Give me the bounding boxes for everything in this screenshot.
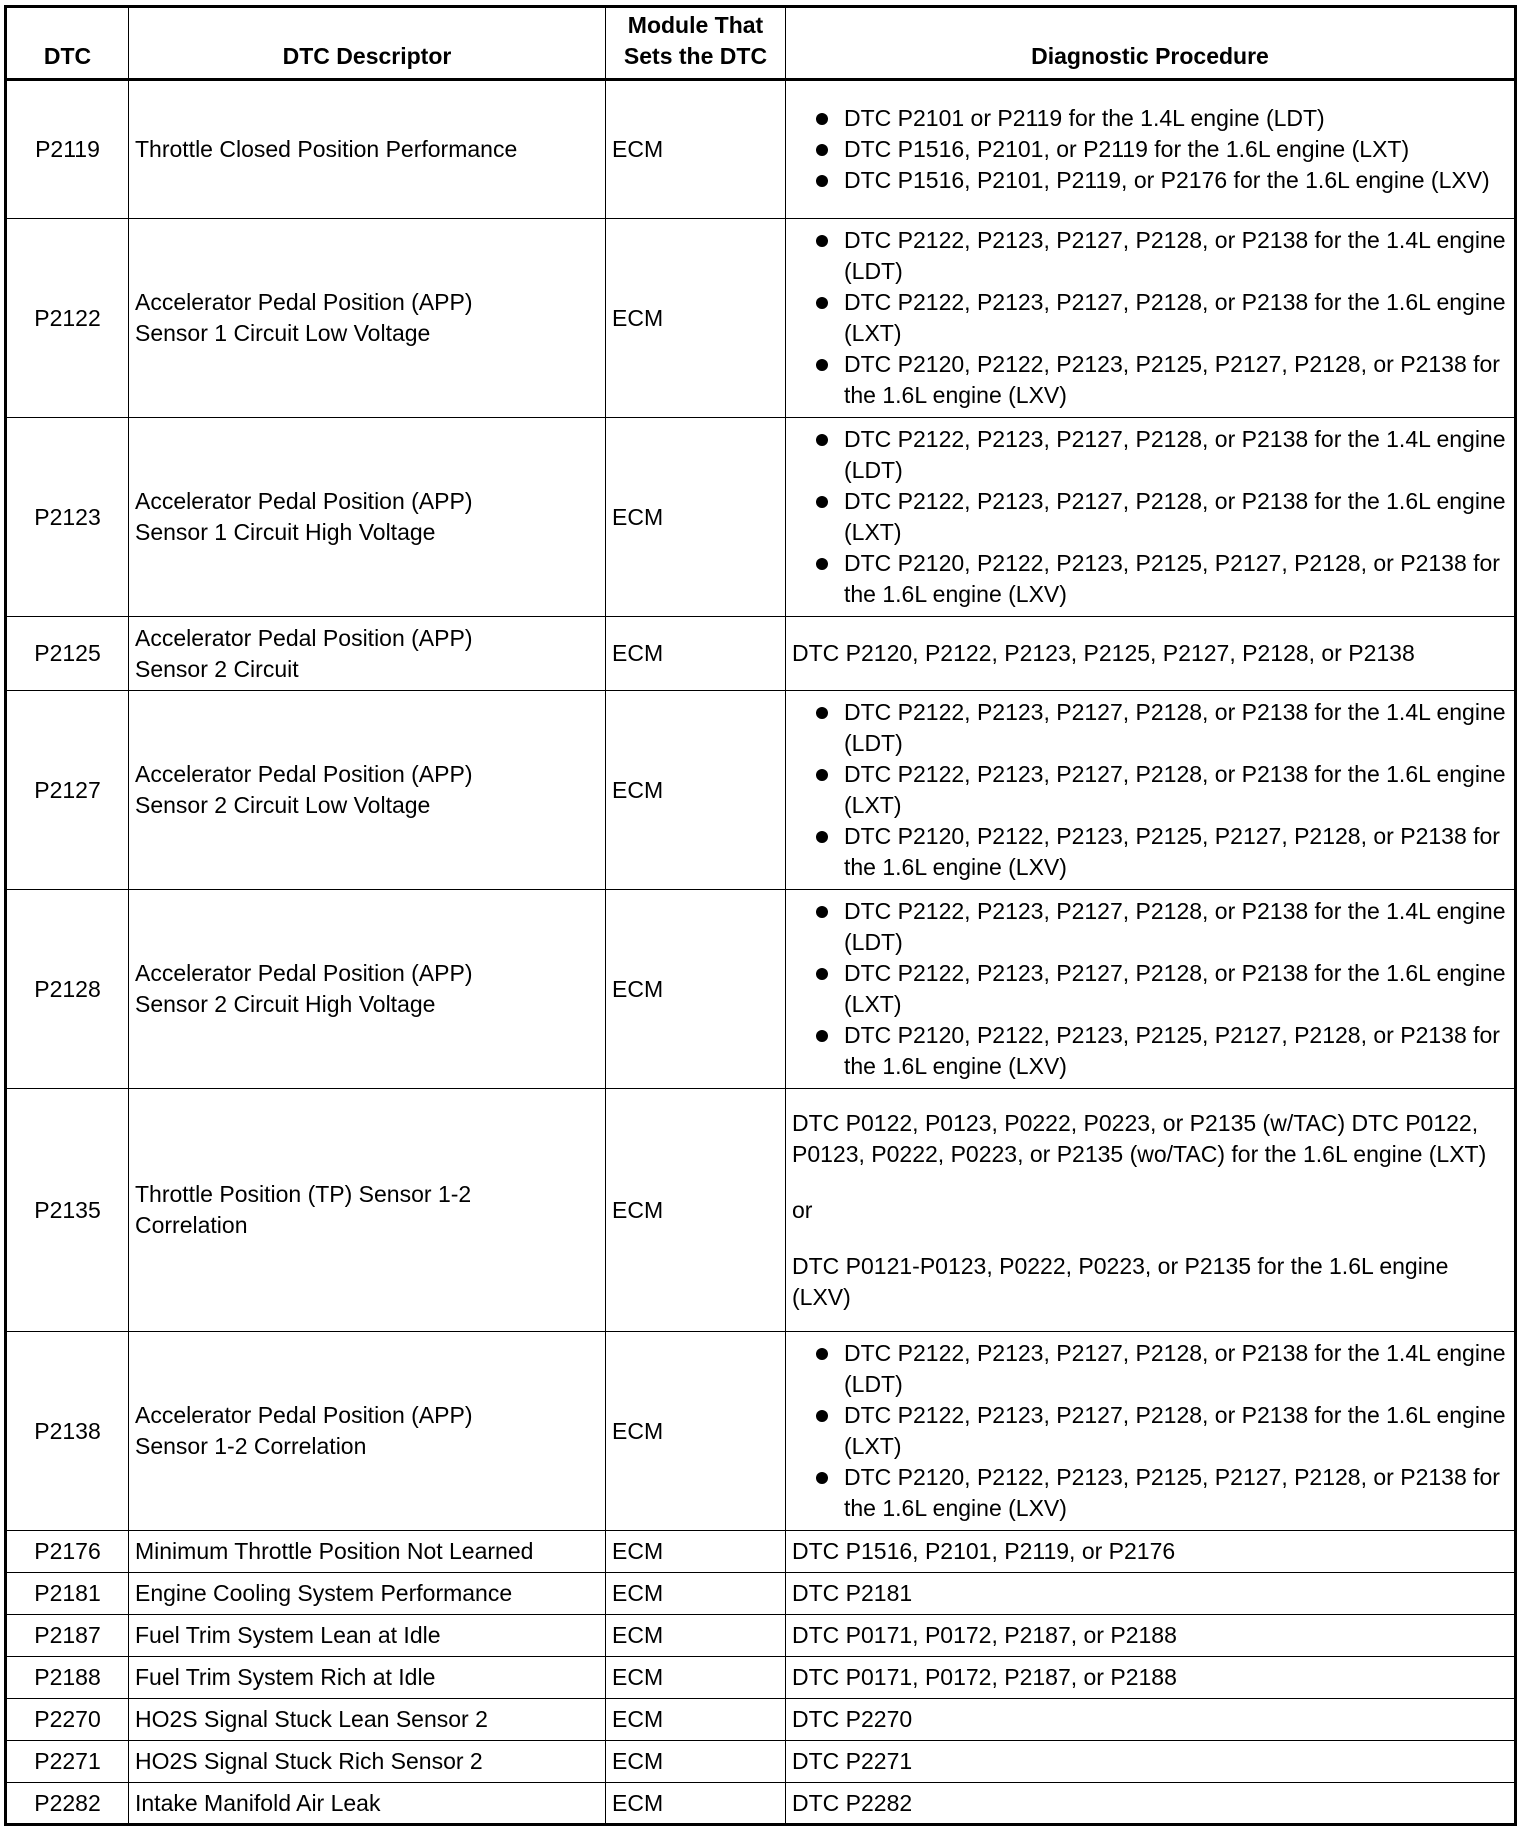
procedure-item: DTC P2122, P2123, P2127, P2128, or P2138 for the 1.4L engine (LDT) xyxy=(792,1338,1508,1400)
procedure-cell: DTC P2282 xyxy=(786,1783,1516,1825)
header-row xyxy=(6,7,1516,80)
table-row xyxy=(6,219,1516,418)
header-procedure: Diagnostic Procedure xyxy=(786,7,1516,80)
dtc-code: P2187 xyxy=(6,1615,129,1657)
procedure-cell: DTC P2270 xyxy=(786,1699,1516,1741)
dtc-code: P2135 xyxy=(6,1089,129,1332)
procedure-item: DTC P2122, P2123, P2127, P2128, or P2138 for the 1.6L engine (LXT) xyxy=(792,1400,1508,1462)
descriptor-line: Sensor 2 Circuit xyxy=(135,655,299,682)
procedure-cell: DTC P2271 xyxy=(786,1741,1516,1783)
dtc-code: P2271 xyxy=(6,1741,129,1783)
procedure-cell xyxy=(786,1332,1516,1531)
module-cell: ECM xyxy=(606,691,786,890)
descriptor-line: Accelerator Pedal Position (APP) xyxy=(135,488,473,514)
descriptor-line: Accelerator Pedal Position (APP) xyxy=(135,624,473,651)
dtc-code: P2176 xyxy=(6,1531,129,1573)
module-cell: ECM xyxy=(606,1741,786,1783)
procedure-item: DTC P2120, P2122, P2123, P2125, P2127, P2128, or P2138 for the 1.6L engine (LXV) xyxy=(792,548,1508,610)
table-row xyxy=(6,1741,1516,1783)
dtc-code: P2181 xyxy=(6,1573,129,1615)
dtc-code: P2125 xyxy=(6,617,129,691)
dtc-descriptor: HO2S Signal Stuck Rich Sensor 2 xyxy=(129,1741,606,1783)
header-module xyxy=(606,7,786,80)
descriptor-line: Sensor 1 Circuit Low Voltage xyxy=(135,320,431,346)
procedure-item: DTC P2122, P2123, P2127, P2128, or P2138 for the 1.6L engine (LXT) xyxy=(792,759,1508,821)
descriptor-line: Accelerator Pedal Position (APP) xyxy=(135,289,473,315)
descriptor-line: Sensor 2 Circuit High Voltage xyxy=(135,991,436,1017)
dtc-code: P2122 xyxy=(6,219,129,418)
dtc-descriptor xyxy=(129,1089,606,1332)
header-module-line1: Module That xyxy=(627,12,764,38)
dtc-descriptor: Minimum Throttle Position Not Learned xyxy=(129,1531,606,1573)
dtc-descriptor xyxy=(129,691,606,890)
dtc-code: P2128 xyxy=(6,890,129,1089)
dtc-table xyxy=(4,5,1517,1826)
dtc-descriptor: Engine Cooling System Performance xyxy=(129,1573,606,1615)
dtc-descriptor: Intake Manifold Air Leak xyxy=(129,1783,606,1825)
table-row xyxy=(6,890,1516,1089)
descriptor-line: Accelerator Pedal Position (APP) xyxy=(135,761,473,787)
procedure-paragraph: DTC P0121-P0123, P0222, P0223, or P2135 for the 1.6L engine (LXV) xyxy=(792,1252,1449,1310)
procedure-list xyxy=(792,225,1508,411)
table-row xyxy=(6,1699,1516,1741)
dtc-code: P2138 xyxy=(6,1332,129,1531)
table-row xyxy=(6,1783,1516,1825)
procedure-list xyxy=(792,1338,1508,1524)
procedure-item: DTC P2120, P2122, P2123, P2125, P2127, P2128, or P2138 for the 1.6L engine (LXV) xyxy=(792,1462,1508,1524)
module-cell: ECM xyxy=(606,1531,786,1573)
procedure-cell: DTC P0171, P0172, P2187, or P2188 xyxy=(786,1615,1516,1657)
dtc-code: P2127 xyxy=(6,691,129,890)
descriptor-line: Correlation xyxy=(135,1212,248,1238)
table-row xyxy=(6,1615,1516,1657)
procedure-cell xyxy=(786,418,1516,617)
procedure-item: DTC P2120, P2122, P2123, P2125, P2127, P2128, or P2138 for the 1.6L engine (LXV) xyxy=(792,1020,1508,1082)
procedure-item: DTC P2120, P2122, P2123, P2125, P2127, P2128, or P2138 for the 1.6L engine (LXV) xyxy=(792,349,1508,411)
module-cell: ECM xyxy=(606,219,786,418)
procedure-item: DTC P2122, P2123, P2127, P2128, or P2138 for the 1.4L engine (LDT) xyxy=(792,697,1508,759)
procedure-cell xyxy=(786,691,1516,890)
dtc-code: P2270 xyxy=(6,1699,129,1741)
procedure-cell xyxy=(786,890,1516,1089)
procedure-item: DTC P1516, P2101, P2119, or P2176 for the 1.6L engine (LXV) xyxy=(792,165,1508,196)
table-row xyxy=(6,1089,1516,1332)
dtc-descriptor xyxy=(129,890,606,1089)
module-cell: ECM xyxy=(606,617,786,691)
module-cell: ECM xyxy=(606,1615,786,1657)
procedure-item: DTC P2122, P2123, P2127, P2128, or P2138 for the 1.6L engine (LXT) xyxy=(792,486,1508,548)
procedure-cell xyxy=(786,80,1516,219)
procedure-cell xyxy=(786,219,1516,418)
module-cell: ECM xyxy=(606,1783,786,1825)
descriptor-line: Accelerator Pedal Position (APP) xyxy=(135,1402,473,1428)
module-cell: ECM xyxy=(606,1573,786,1615)
dtc-code: P2123 xyxy=(6,418,129,617)
module-cell: ECM xyxy=(606,890,786,1089)
table-row xyxy=(6,1573,1516,1615)
procedure-cell: DTC P0171, P0172, P2187, or P2188 xyxy=(786,1657,1516,1699)
procedure-cell xyxy=(786,1089,1516,1332)
dtc-descriptor: Throttle Closed Position Performance xyxy=(129,80,606,219)
procedure-paragraph: DTC P0122, P0123, P0222, P0223, or P2135 (w/TAC) DTC P0122, P0123, P0222, P0223, or P2135 (wo/TAC) for the 1.6L engine (LXT) xyxy=(792,1109,1487,1167)
dtc-descriptor: Fuel Trim System Lean at Idle xyxy=(129,1615,606,1657)
procedure-item: DTC P2120, P2122, P2123, P2125, P2127, P2128, or P2138 for the 1.6L engine (LXV) xyxy=(792,821,1508,883)
descriptor-line: Accelerator Pedal Position (APP) xyxy=(135,960,473,986)
procedure-list xyxy=(792,103,1508,196)
header-dtc: DTC xyxy=(6,7,129,80)
module-cell: ECM xyxy=(606,80,786,219)
procedure-item: DTC P2122, P2123, P2127, P2128, or P2138 for the 1.6L engine (LXT) xyxy=(792,958,1508,1020)
procedure-item: DTC P2122, P2123, P2127, P2128, or P2138 for the 1.4L engine (LDT) xyxy=(792,424,1508,486)
module-cell: ECM xyxy=(606,1699,786,1741)
table-row xyxy=(6,418,1516,617)
dtc-code: P2188 xyxy=(6,1657,129,1699)
dtc-descriptor xyxy=(129,1332,606,1531)
dtc-code: P2119 xyxy=(6,80,129,219)
module-cell: ECM xyxy=(606,418,786,617)
dtc-descriptor xyxy=(129,617,606,691)
procedure-item: DTC P2101 or P2119 for the 1.4L engine (LDT) xyxy=(792,103,1508,134)
descriptor-line: Sensor 1-2 Correlation xyxy=(135,1433,367,1459)
procedure-item: DTC P1516, P2101, or P2119 for the 1.6L engine (LXT) xyxy=(792,134,1508,165)
dtc-descriptor: Fuel Trim System Rich at Idle xyxy=(129,1657,606,1699)
module-cell: ECM xyxy=(606,1089,786,1332)
table-row xyxy=(6,691,1516,890)
procedure-item: DTC P2122, P2123, P2127, P2128, or P2138 for the 1.6L engine (LXT) xyxy=(792,287,1508,349)
table-row xyxy=(6,617,1516,691)
procedure-cell: DTC P2181 xyxy=(786,1573,1516,1615)
procedure-cell: DTC P2120, P2122, P2123, P2125, P2127, P2128, or P2138 xyxy=(786,617,1516,691)
descriptor-line: Sensor 2 Circuit Low Voltage xyxy=(135,792,431,818)
descriptor-line: Sensor 1 Circuit High Voltage xyxy=(135,519,436,545)
procedure-paragraph: or xyxy=(792,1196,813,1223)
module-cell: ECM xyxy=(606,1332,786,1531)
header-descriptor: DTC Descriptor xyxy=(129,7,606,80)
table-row xyxy=(6,80,1516,219)
procedure-list xyxy=(792,697,1508,883)
module-cell: ECM xyxy=(606,1657,786,1699)
procedure-item: DTC P2122, P2123, P2127, P2128, or P2138 for the 1.4L engine (LDT) xyxy=(792,225,1508,287)
table-row xyxy=(6,1657,1516,1699)
procedure-cell: DTC P1516, P2101, P2119, or P2176 xyxy=(786,1531,1516,1573)
procedure-list xyxy=(792,896,1508,1082)
table-row xyxy=(6,1531,1516,1573)
dtc-code: P2282 xyxy=(6,1783,129,1825)
descriptor-line: Throttle Position (TP) Sensor 1-2 xyxy=(135,1181,472,1207)
procedure-item: DTC P2122, P2123, P2127, P2128, or P2138 for the 1.4L engine (LDT) xyxy=(792,896,1508,958)
procedure-list xyxy=(792,424,1508,610)
dtc-descriptor: HO2S Signal Stuck Lean Sensor 2 xyxy=(129,1699,606,1741)
table-row xyxy=(6,1332,1516,1531)
dtc-descriptor xyxy=(129,418,606,617)
dtc-descriptor xyxy=(129,219,606,418)
header-module-line2: Sets the DTC xyxy=(623,43,768,69)
